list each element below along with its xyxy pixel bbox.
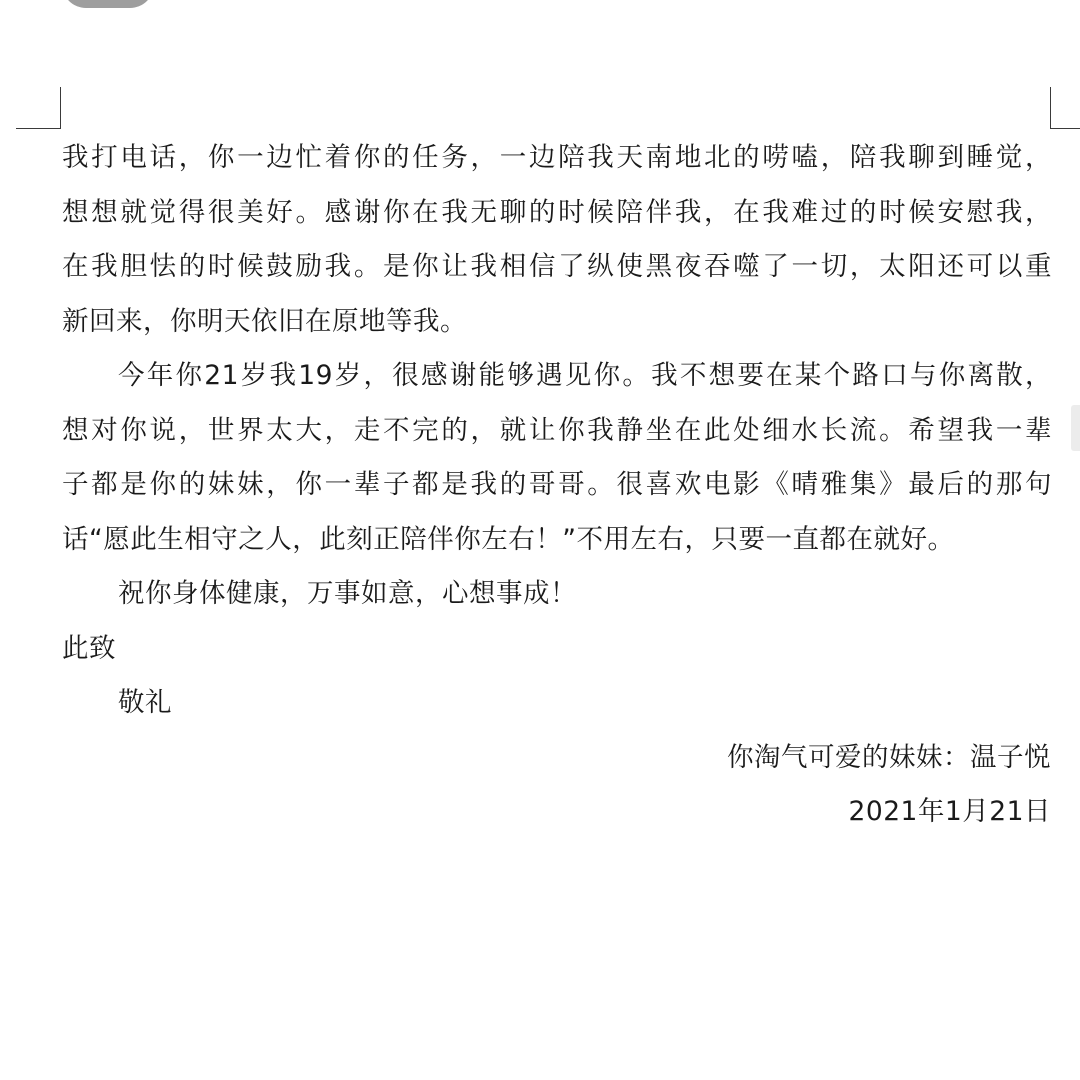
- paragraph-1-line-2: 想想就觉得很美好。感谢你在我无聊的时候陪伴我，在我难过的时候安慰我，: [62, 196, 1052, 228]
- paragraph-2-line-2: 想对你说，世界太大，走不完的，就让你我静坐在此处细水长流。希望我一辈: [62, 414, 1052, 446]
- paragraph-2-line-1: 今年你21岁我19岁，很感谢能够遇见你。我不想要在某个路口与你离散，: [118, 360, 1052, 391]
- paragraph-1-line-3: 在我胆怯的时候鼓励我。是你让我相信了纵使黑夜吞噬了一切，太阳还可以重: [62, 251, 1052, 282]
- margin-corner-mark-right-vertical: [1050, 87, 1051, 129]
- paragraph-2-line-3: 子都是你的妹妹，你一辈子都是我的哥哥。很喜欢电影《晴雅集》最后的那句: [62, 469, 1052, 500]
- margin-corner-mark-right: [1050, 128, 1080, 129]
- date: 2021年1月21日: [848, 796, 1051, 827]
- margin-corner-mark-left: [16, 128, 61, 129]
- paragraph-1-line-1: 我打电话，你一边忙着你的任务，一边陪我天南地北的唠嗑，陪我聊到睡觉，: [62, 142, 1052, 173]
- scrollbar-handle[interactable]: [1071, 405, 1080, 451]
- top-overlay-button[interactable]: [62, 0, 154, 8]
- closing-respect: 敬礼: [118, 687, 172, 718]
- signature: 你淘气可爱的妹妹：温子悦: [727, 741, 1051, 773]
- paragraph-1-line-4: 新回来，你明天依旧在原地等我。: [62, 305, 467, 337]
- wish-line: 祝你身体健康，万事如意，心想事成！: [118, 578, 577, 609]
- paragraph-2-line-4: 话“愿此生相守之人，此刻正陪伴你左右！”不用左右，只要一直都在就好。: [62, 523, 955, 555]
- closing-salutation: 此致: [62, 632, 116, 664]
- margin-corner-mark-left-vertical: [60, 87, 61, 129]
- letter-body: [62, 131, 1052, 840]
